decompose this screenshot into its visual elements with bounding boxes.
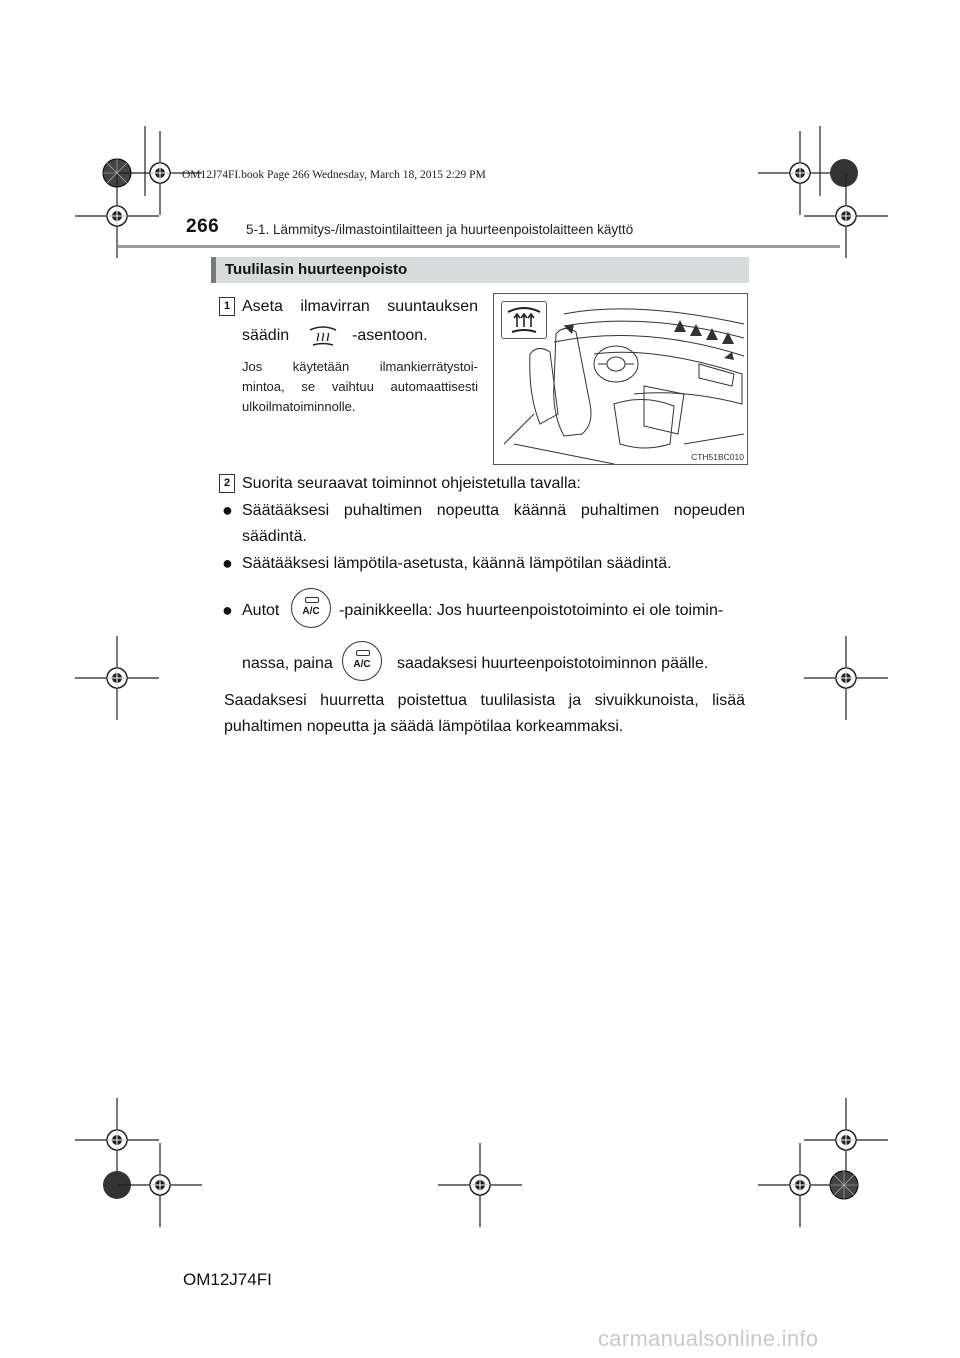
bullet3-after: -painikkeella: Jos huurteenpoistotoiminto ei ole toimin- [339,602,724,619]
section-accent [211,257,216,283]
bullet1-line1: Säätääksesi puhaltimen nopeutta käännä puhaltimen nopeuden [242,502,745,519]
step-number-1: 1 [219,297,235,316]
bullet3-line2-before: nassa, paina [242,655,333,672]
ac-label: A/C [302,606,320,617]
bullet-3: ● [222,600,233,620]
ac-button-icon [291,588,331,628]
book-info-line: OM12J74FI.book Page 266 Wednesday, March 18, 2015 2:29 PM [182,169,486,181]
bullet-2: ● [222,553,233,573]
ac-label: A/C [353,659,371,670]
ac-button-icon [342,641,382,681]
step1-line1: Aseta ilmavirran suuntauksen [242,298,478,315]
dashboard-illustration [493,293,748,465]
step2-intro: Suorita seuraavat toiminnot ohjeistetulla tavalla: [242,475,581,492]
section-title: Tuulilasin huurteenpoisto [225,261,408,278]
step1-note-line2: mintoa, se vaihtuu automaattisesti [242,379,478,394]
page-number: 266 [186,216,220,237]
step1-note-line3: ulkoilmatoiminnolle. [242,399,356,414]
bullet3-before: Autot [242,602,280,619]
closing-line1: Saadaksesi huurretta poistettua tuulilasista ja sivuikkunoista, lisää [224,692,745,709]
figure-code: CTH51BC010 [691,452,744,462]
step1-note-line1: Jos käytetään ilmankierrätystoi- [242,359,478,374]
header-rule [118,245,840,248]
chapter-title: 5-1. Lämmitys-/ilmastointilaitteen ja huurteenpoistolaitteen käyttö [246,222,634,237]
ac-led-indicator [356,650,370,656]
bullet2-text: Säätääksesi lämpötila-asetusta, käännä lämpötilan säädintä. [242,555,672,572]
closing-line2: puhaltimen nopeutta ja säädä lämpötilaa korkeammaksi. [224,718,624,735]
section-heading [211,257,749,283]
bullet1-line2: säädintä. [242,528,307,545]
car-interior-drawing [494,294,748,465]
step1-line2-before: säädin [242,327,290,344]
windshield-defrost-icon [306,323,340,349]
ac-led-indicator [305,597,319,603]
bullet-1: ● [222,500,233,520]
step-number-2: 2 [219,474,235,493]
watermark: carmanualsonline.info [598,1326,819,1351]
footer-code: OM12J74FI [183,1270,272,1289]
bullet3-line2-after: saadaksesi huurteenpoistotoiminnon päälle. [397,655,709,672]
step1-line2-after: -asentoon. [352,327,428,344]
